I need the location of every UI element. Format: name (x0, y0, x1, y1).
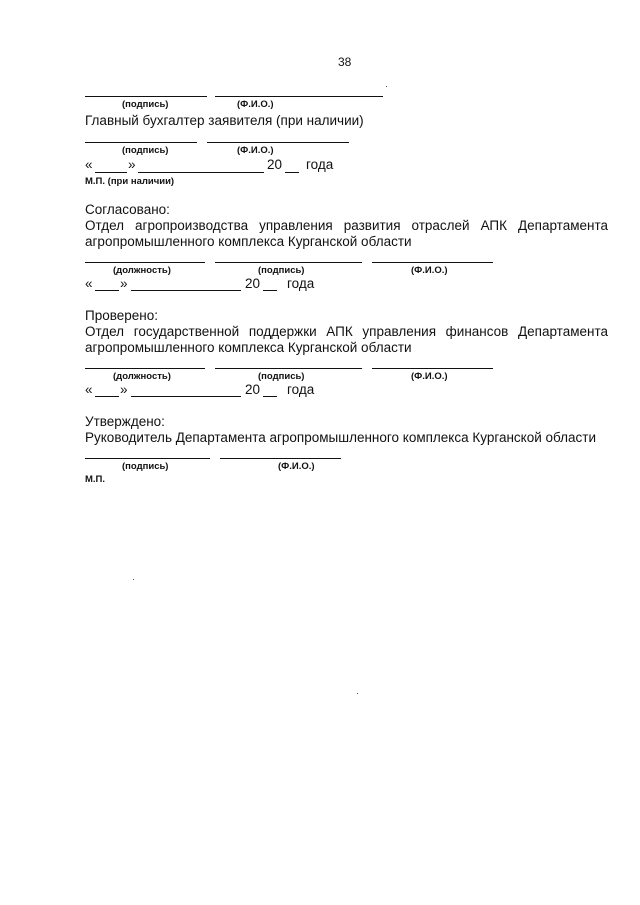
position-line (85, 368, 205, 369)
caption-signature: (подпись) (258, 371, 305, 382)
signature-line (85, 142, 197, 143)
caption-name: (Ф.И.О.) (411, 371, 448, 382)
signature-line (215, 262, 362, 263)
approved-head-title: Руководитель Департамента агропромышленного комплекса Курганской области (85, 430, 597, 445)
date-close-quote: » (128, 157, 136, 172)
caption-signature: (подпись) (258, 265, 305, 276)
date-month-line (131, 396, 241, 397)
caption-position: (должность) (113, 371, 171, 382)
checked-department-line1: Отдел государственной поддержки АПК управления финансов Департамента (85, 324, 608, 339)
date-day-line (95, 396, 119, 397)
seal-note: М.П. (85, 474, 106, 485)
approved-heading: Утверждено: (85, 414, 165, 429)
year-prefix: 20 (245, 382, 261, 397)
year-prefix: 20 (267, 157, 283, 172)
year-suffix: года (287, 276, 315, 291)
date-day-line (95, 290, 119, 291)
agreed-department-line2: агропромышленного комплекса Курганской области (85, 234, 412, 249)
scan-speck (133, 579, 134, 580)
caption-name: (Ф.И.О.) (237, 145, 274, 156)
year-suffix: года (287, 382, 315, 397)
chief-accountant-title: Главный бухгалтер заявителя (при наличии) (85, 113, 364, 128)
name-line (215, 96, 383, 97)
checked-department-line2: агропромышленного комплекса Курганской области (85, 340, 412, 355)
caption-signature: (подпись) (122, 461, 169, 472)
signature-line (85, 96, 207, 97)
date-month-line (138, 172, 264, 173)
caption-position: (должность) (113, 265, 171, 276)
checked-heading: Проверено: (85, 308, 158, 323)
year-line (263, 396, 277, 397)
caption-name: (Ф.И.О.) (411, 265, 448, 276)
date-month-line (131, 290, 241, 291)
date-open-quote: « (85, 382, 93, 397)
agreed-heading: Согласовано: (85, 202, 170, 217)
page-number: 38 (338, 55, 352, 69)
year-suffix: года (306, 157, 334, 172)
date-day-line (95, 172, 127, 173)
caption-signature: (подпись) (122, 99, 169, 110)
year-line (263, 290, 277, 291)
scan-speck (357, 693, 358, 694)
signature-line (85, 458, 210, 459)
year-prefix: 20 (245, 276, 261, 291)
name-line (207, 142, 349, 143)
caption-name: (Ф.И.О.) (278, 461, 315, 472)
name-line (220, 458, 341, 459)
date-open-quote: « (85, 276, 93, 291)
caption-name: (Ф.И.О.) (237, 99, 274, 110)
date-close-quote: » (120, 382, 128, 397)
year-line (285, 172, 299, 173)
signature-line (215, 368, 362, 369)
name-line (372, 262, 493, 263)
caption-signature: (подпись) (122, 145, 169, 156)
position-line (85, 262, 205, 263)
seal-note: М.П. (при наличии) (85, 176, 175, 187)
agreed-department-line1: Отдел агропроизводства управления развития отраслей АПК Департамента (85, 218, 608, 233)
date-close-quote: » (120, 276, 128, 291)
scan-speck (386, 86, 387, 87)
date-open-quote: « (85, 157, 93, 172)
name-line (372, 368, 493, 369)
